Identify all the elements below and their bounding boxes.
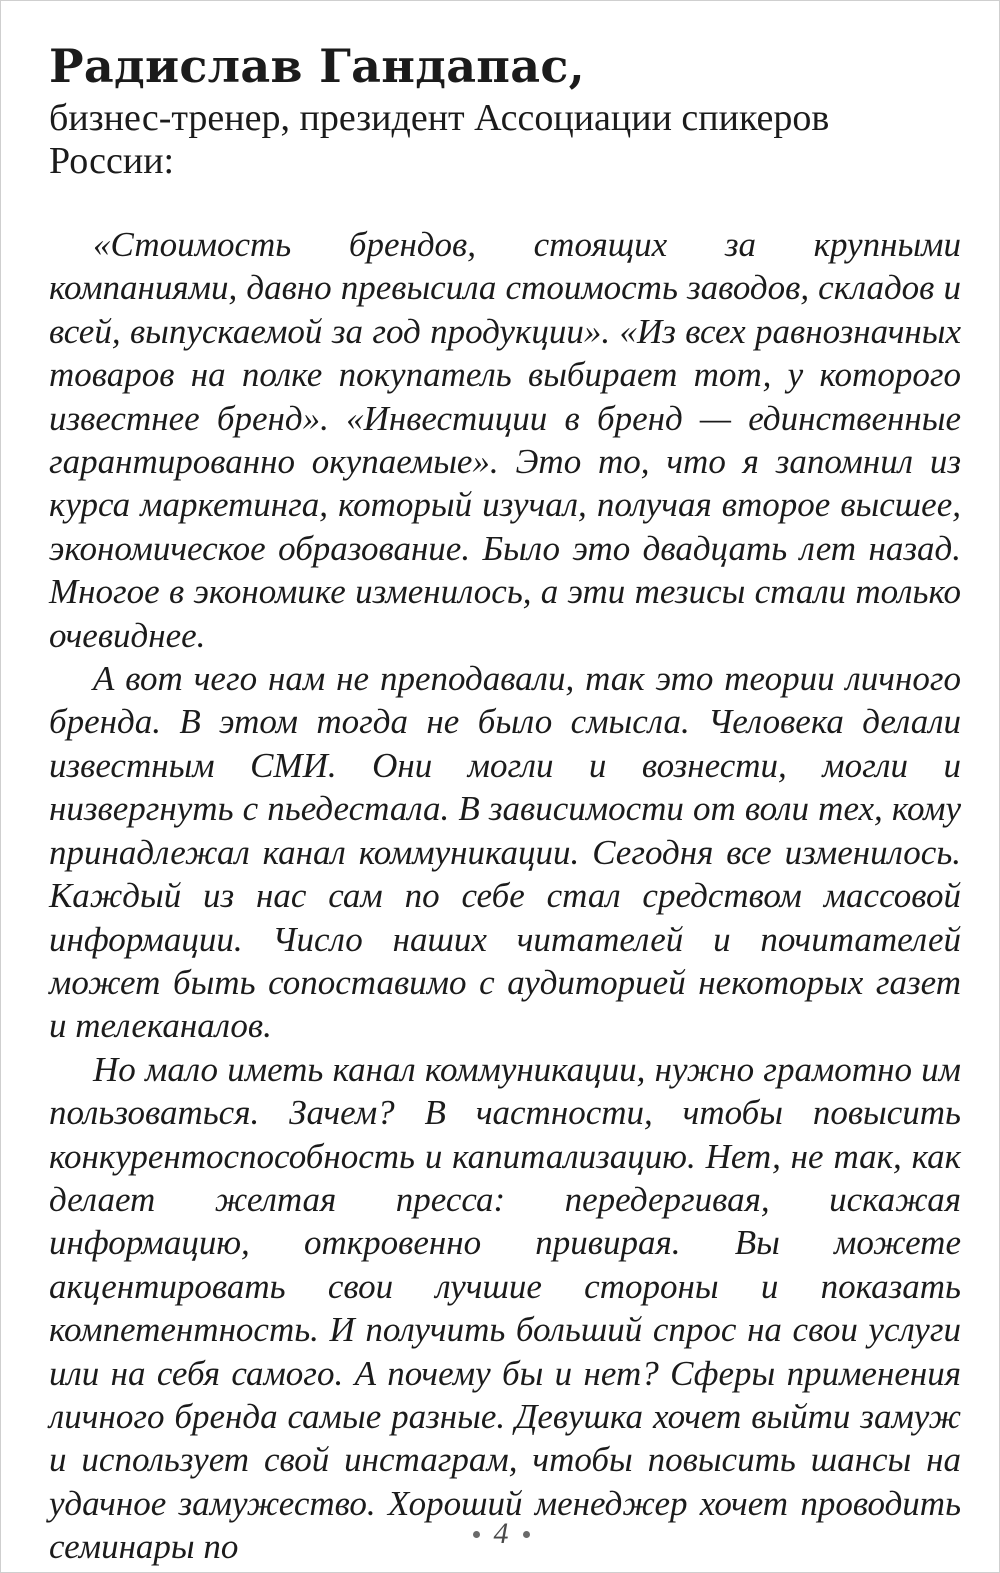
paragraph: А вот чего нам не преподавали, так это теории личного бренда. В этом тогда не было смысла. Человека делали известным СМИ. Они могли и вознести, могли и низвергнуть с пьедестала. В зависимости от воли тех, кому принадлежал канал коммуникации. Сегодня все изменилось. Каждый из нас сам по себе стал средством массовой информации. Число наших читателей и почитателей может быть сопоставимо с аудиторией некоторых газет и телеканалов. [49, 659, 961, 1046]
page-number: 4 [493, 1517, 509, 1551]
paragraph: «Стоимость брендов, стоящих за крупными компаниями, давно превысила стоимость заводов, складов и всей, выпускаемой за год продукции». «Из всех равнозначных товаров на полке покупатель выбирает тот, у которого известнее бренд». «Инвестиции в бренд — единственные гарантированно окупаемые». Это то, что я запомнил из курса маркетинга, который изучал, получая второе высшее, экономическое образование. Было это двадцать лет назад. Многое в экономике изменилось, а эти тезисы стали только очевиднее. [49, 225, 961, 655]
quote-body [49, 223, 961, 1569]
page-number-footer [1, 1515, 1000, 1551]
dot-ornament-icon [523, 1531, 530, 1538]
paragraph: Но мало иметь канал коммуникации, нужно грамотно им пользоваться. Зачем? В частности, чтобы повысить конкурентоспособность и капитализацию. Нет, не так, как делает желтая пресса: передергивая, искажая информацию, откровенно привирая. Вы можете акцентировать свои лучшие стороны и показать компетентность. И получить больший спрос на свои услуги или на себя самого. А почему бы и нет? Сферы применения личного бренда самые разные. Девушка хочет выйти замуж и использует свой инстаграм, чтобы повысить шансы на удачное замужество. Хороший менеджер хочет проводить семинары по [49, 1049, 961, 1567]
author-role: бизнес-тренер, президент Ассоциации спикеров России: [49, 97, 830, 182]
author-name: Радислав Гандапас, [49, 39, 585, 93]
author-header [49, 35, 949, 183]
dot-ornament-icon [473, 1531, 480, 1538]
